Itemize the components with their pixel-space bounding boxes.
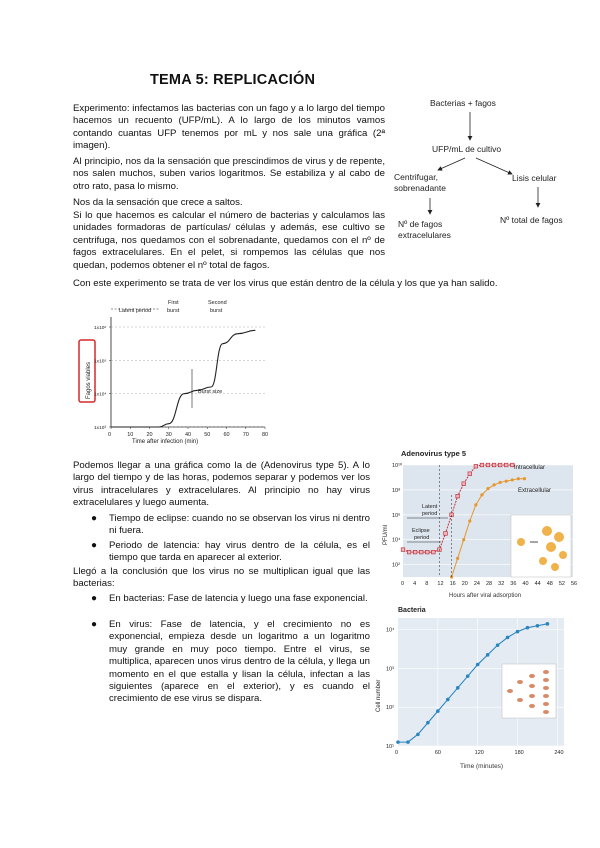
bact-point	[476, 663, 480, 667]
adeno-intracellular-point	[504, 463, 508, 467]
bact-point	[486, 653, 490, 657]
adeno-intracellular-point	[474, 464, 478, 468]
bact-x-tick-label: 0	[395, 750, 399, 756]
step-x-tick-label: 10	[127, 432, 134, 438]
flow-mid: UFP/mL de cultivo	[432, 144, 502, 154]
bullet-virus	[91, 619, 370, 706]
adeno-intracellular-point	[425, 550, 429, 554]
step-y-tick-label: 1x10³	[94, 426, 106, 431]
adeno-extracellular-point	[523, 477, 526, 480]
flow-bottom-left-1: Nº de fagos	[398, 219, 443, 229]
label-latent: Latent period	[119, 308, 152, 314]
intro-paragraph-3: Nos da la sensación que crece a saltos.	[73, 197, 243, 208]
bullet-dot: ●	[91, 619, 98, 630]
bact-point	[456, 686, 460, 690]
section2-paragraph-2: Llegó a la conclusión que los virus no se multiplican igual que las bacterias:	[73, 566, 370, 590]
bact-y-tick-label: 10¹	[386, 744, 394, 750]
adenovirus-chart	[375, 447, 578, 603]
bullet-dot: ●	[91, 513, 98, 524]
bact-point	[496, 643, 500, 647]
label-burst: burst	[167, 308, 180, 314]
step-y-label: Fagos viables	[86, 361, 92, 399]
bact-point	[526, 626, 530, 630]
adeno-x-tick-label: 48	[546, 581, 553, 587]
adeno-x-tick-label: 16	[449, 581, 456, 587]
adeno-x-tick-label: 40	[522, 581, 529, 587]
bact-point	[396, 740, 400, 744]
adeno-x-tick-label: 44	[534, 581, 541, 587]
annot-latent-1: Latent	[422, 504, 438, 510]
bact-x-tick-label: 60	[434, 750, 441, 756]
adeno-extracellular-point	[511, 478, 514, 481]
annot-latent-2: period	[422, 511, 438, 517]
bact-point	[406, 740, 410, 744]
adeno-extracellular-point	[517, 477, 520, 480]
step-series-line	[111, 330, 255, 427]
adeno-x-tick-label: 20	[461, 581, 468, 587]
adeno-y-tick-label: 10²	[392, 562, 400, 569]
step-x-label: Time after infection (min)	[132, 439, 199, 445]
label-second: Second	[208, 300, 227, 306]
step-x-tick-label: 40	[185, 432, 192, 438]
bact-point	[466, 674, 470, 678]
adeno-x-label: Hours after viral adsorption	[449, 593, 522, 599]
adeno-intracellular-point	[498, 463, 502, 467]
adeno-intracellular-point	[456, 494, 460, 498]
flow-left-1: Centrifugar,	[394, 172, 438, 182]
adeno-x-tick-label: 28	[486, 581, 493, 587]
adeno-x-tick-label: 32	[498, 581, 505, 587]
step-y-tick-label: 1x10⁶	[94, 326, 107, 331]
intro-paragraph-2: Al principio, nos da la sensación que prescindimos de virus y de repente, nos salen muchos, suben varios logaritmos. Se estabiliza y al cabo de otro rato, pasa lo mismo.	[73, 156, 385, 192]
adeno-x-tick-label: 56	[571, 581, 578, 587]
flow-bottom-right: Nº total de fagos	[500, 215, 563, 225]
flow-bottom-left-2: extracelulares	[398, 230, 451, 240]
bact-point	[546, 622, 550, 626]
intro-paragraph-4: Si lo que hacemos es calcular el número de bacterias y calculamos las unidades formadoras de partículas/ células y además, ese cultivo se centrifuga, nos quedamos con el sobrenadante, quedamos con el nº de fagos extracelulares. En el pelet, si rompemos las células que nos quedan, podemos obtener el nº total de fagos.	[73, 210, 385, 271]
bact-title: Bacteria	[398, 607, 426, 614]
label-burst-2: burst	[210, 308, 223, 314]
step-x-tick-label: 20	[146, 432, 153, 438]
bullet-dot: ●	[91, 540, 98, 551]
bullet-eclipse	[91, 513, 370, 538]
adeno-intracellular-point	[462, 482, 466, 486]
bullet-latency-text: Periodo de latencia: hay virus dentro de la célula, es el tiempo que tarda en aparecer al exterior.	[109, 540, 370, 564]
bullet-latency	[91, 540, 370, 565]
adeno-x-tick-label: 8	[425, 581, 429, 587]
label-first: First	[168, 300, 179, 306]
bact-point	[536, 624, 540, 628]
adeno-x-tick-label: 36	[510, 581, 517, 587]
legend-intracellular: Intracellular	[514, 465, 546, 471]
flow-top: Bacterias + fagos	[430, 98, 496, 108]
adeno-intracellular-point	[419, 550, 423, 554]
adeno-title: Adenovirus type 5	[401, 449, 467, 458]
adeno-y-tick-label: 10⁶	[392, 512, 401, 519]
bact-x-tick-label: 180	[514, 750, 524, 756]
step-x-tick-label: 70	[242, 432, 249, 438]
bacteria-chart	[368, 604, 570, 774]
adeno-x-tick-label: 12	[437, 581, 444, 587]
bact-point	[436, 709, 440, 713]
step-y-ticks	[94, 325, 265, 431]
adeno-extracellular-point	[499, 481, 502, 484]
adeno-extracellular-point	[468, 519, 471, 522]
bact-y-tick-label: 10²	[386, 705, 394, 712]
annot-eclipse-1: Eclipse	[412, 528, 430, 534]
step-x-tick-label: 50	[204, 432, 211, 438]
label-burst-size: Burst size	[198, 389, 223, 395]
adeno-intracellular-point	[413, 550, 417, 554]
flow-right: Lisis celular	[512, 173, 557, 183]
intro-paragraph-1: Experimento: infectamos las bacterias con un fago y a lo largo del tiempo hacemos un recuento (UFP/mL). A lo largo de los minutos vamos contando cuantas UFP tenemos por mL y nos sale una gráfica (2ª imagen).	[73, 103, 385, 152]
bullet-dot: ●	[91, 593, 98, 604]
legend-extracellular: Extracellular	[518, 488, 552, 494]
adeno-x-tick-label: 4	[413, 581, 417, 587]
adeno-x-tick-label: 24	[473, 581, 480, 587]
bact-x-tick-label: 240	[554, 750, 564, 756]
step-x-tick-label: 30	[165, 432, 172, 438]
adeno-extracellular-point	[492, 483, 495, 486]
bact-x-tick-label: 120	[474, 750, 484, 756]
adeno-extracellular-point	[474, 503, 477, 506]
step-x-tick-label: 0	[108, 432, 112, 438]
bact-point	[506, 636, 510, 640]
bullet-bacteria-text: En bacterias: Fase de latencia y luego una fase exponencial.	[109, 593, 368, 604]
intro-paragraph-5: Con este experimento se trata de ver los virus que están dentro de la célula y los que ya han salido.	[73, 278, 498, 289]
bullet-eclipse-text: Tiempo de eclipse: cuando no se observan los virus ni dentro ni fuera.	[109, 513, 370, 537]
adeno-extracellular-point	[462, 538, 465, 541]
step-x-ticks	[108, 427, 268, 438]
adeno-intracellular-point	[492, 463, 496, 467]
flow-diagram	[390, 92, 590, 252]
adeno-intracellular-point	[444, 532, 448, 536]
bact-point	[416, 733, 420, 737]
adeno-intracellular-point	[468, 472, 472, 476]
bullet-bacteria	[91, 593, 370, 605]
bact-x-label: Time (minutes)	[460, 763, 504, 770]
step-y-tick-label: 1x10⁴	[94, 392, 107, 398]
adeno-extracellular-point	[486, 487, 489, 490]
adeno-inset-illustration	[511, 515, 571, 577]
adeno-intracellular-point	[407, 550, 411, 554]
bact-point	[426, 721, 430, 725]
adeno-y-tick-label: 10⁴	[392, 537, 401, 544]
adeno-extracellular-point	[480, 493, 483, 496]
adeno-extracellular-point	[456, 557, 459, 560]
adeno-x-tick-label: 0	[401, 581, 405, 587]
flow-left-2: sobrenadante	[394, 183, 446, 193]
adeno-intracellular-point	[480, 463, 484, 467]
step-growth-chart	[75, 295, 275, 450]
bact-y-tick-label: 10⁴	[386, 627, 395, 634]
adeno-intracellular-point	[432, 550, 436, 554]
bact-y-tick-label: 10³	[386, 666, 394, 673]
adeno-extracellular-point	[505, 480, 508, 483]
step-x-tick-label: 80	[262, 432, 269, 438]
bact-point	[516, 630, 520, 634]
bact-y-label: Cell number	[376, 679, 382, 712]
adeno-y-label: PFU/ml	[383, 525, 389, 545]
adeno-y-tick-label: 10⁸	[392, 487, 401, 494]
page-title: TEMA 5: REPLICACIÓN	[150, 72, 316, 88]
adeno-intracellular-point	[401, 548, 405, 552]
step-y-tick-label: 1x10⁵	[94, 359, 107, 365]
adeno-y-tick-label: 10¹⁰	[392, 463, 403, 469]
adeno-intracellular-point	[486, 463, 490, 467]
bact-inset-illustration	[502, 664, 556, 718]
bact-point	[446, 698, 450, 702]
annot-eclipse-2: period	[414, 535, 430, 541]
adeno-x-tick-label: 52	[558, 581, 565, 587]
section2-paragraph-1: Podemos llegar a una gráfica como la de (Adenovirus type 5). A lo largo del tiempo y de las horas, podemos separar y podemos ver los virus intracelulares y extracelulares. Al principio no hay virus extracelulares y luego aumenta.	[73, 460, 370, 509]
bullet-virus-text: En virus: Fase de latencia, y el crecimiento no es exponencial, empieza desde un logaritmo a un logaritmo muy grande en muy poco tiempo. Entre el virus, se multiplica, aparecen unos virus dentro de la célula, y llega un momento en el que estalla y lisan la célula, infectan a las siguientes (aparece en el exterior), y es cuando el crecimiento de ese virus se dispara.	[109, 619, 370, 705]
step-x-tick-label: 60	[223, 432, 230, 438]
